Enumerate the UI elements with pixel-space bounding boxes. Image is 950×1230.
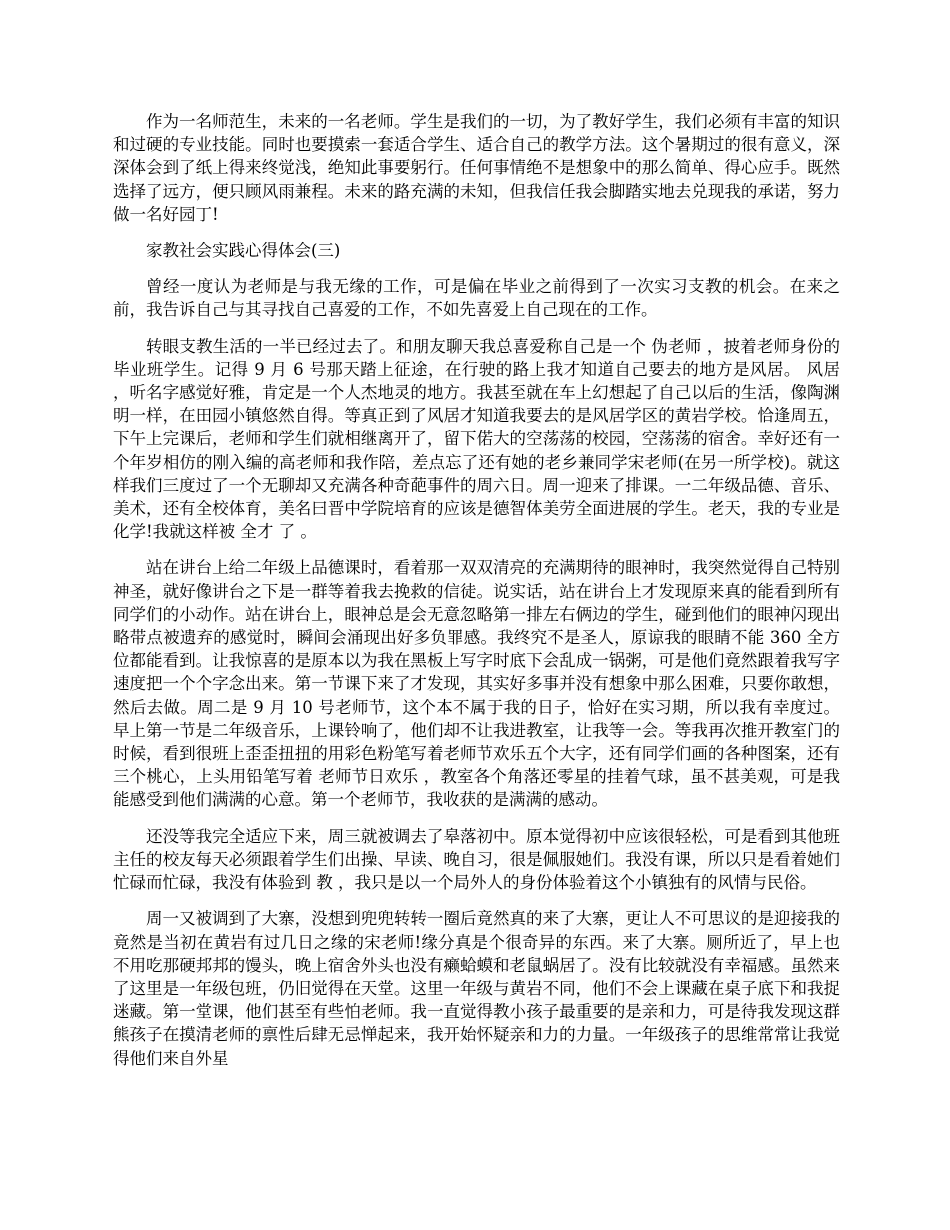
paragraph: 还没等我完全适应下来，周三就被调去了皋落初中。原本觉得初中应该很轻松，可是看到其他班主任的校友每天必须跟着学生们出操、早读、晚自习，很是佩服她们。我没有课，所以只是看着她们忙碌而忙碌，我没有体验到 教 ，我只是以一个局外人的身份体验着这个小镇独有的风情与民俗。 <box>113 826 840 893</box>
paragraph: 作为一名师范生，未来的一名老师。学生是我们的一切，为了教好学生，我们必须有丰富的知识和过硬的专业技能。同时也要摸索一套适合学生、适合自己的教学方法。这个暑期过的很有意义，深深体会到了纸上得来终觉浅，绝知此事要躬行。任何事情绝不是想象中的那么简单、得心应手。既然选择了远方，便只顾风雨兼程。未来的路充满的未知，但我信任我会脚踏实地去兑现我的承诺，努力做一名好园丁! <box>113 112 840 224</box>
paragraph: 周一又被调到了大寨，没想到兜兜转转一圈后竟然真的来了大寨，更让人不可思议的是迎接我的竟然是当初在黄岩有过几日之缘的宋老师!缘分真是个很奇异的东西。来了大寨。厕所近了，早上也不用吃那硬邦邦的馒头，晚上宿舍外头也没有癞蛤蟆和老鼠蜗居了。没有比较就没有幸福感。虽然来了这里是一年级包班，仍旧觉得在天堂。这里一年级与黄岩不同，他们不会上课藏在桌子底下和我捉迷藏。第一堂课，他们甚至有些怕老师。我一直觉得教小孩子最重要的是亲和力，可是待我发现这群熊孩子在摸清老师的禀性后肆无忌惮起来，我开始怀疑亲和力的力量。一年级孩子的思维常常让我觉得他们来自外星 <box>113 909 840 1068</box>
paragraph: 曾经一度认为老师是与我无缘的工作，可是偏在毕业之前得到了一次实习支教的机会。在来之前，我告诉自己与其寻找自己喜爱的工作，不如先喜爱上自己现在的工作。 <box>113 277 840 320</box>
section-heading: 家教社会实践心得体会(三) <box>146 241 341 261</box>
document-body <box>113 110 840 1083</box>
paragraph: 站在讲台上给二年级上品德课时，看着那一双双清亮的充满期待的眼神时，我突然觉得自己特别神圣，就好像讲台之下是一群等着我去挽救的信徒。说实话，站在讲台上才发现原来真的能看到所有同学们的小动作。站在讲台上，眼神总是会无意忽略第一排左右俩边的学生，碰到他们的眼神闪现出略带点被遗弃的感觉时，瞬间会涌现出好多负罪感。我终究不是圣人，原谅我的眼睛不能 360 全方位都能看到。让我惊喜的是原本以为我在黑板上写字时底下会乱成一锅粥，可是他们竟然跟着我写字速度把一个个字念出来。第一节课下来了才发现，其实好多事并没有想象中那么困难，只要你敢想，然后去做。周二是 9 月 10 号老师节，这个本不属于我的日子，恰好在实习期，所以我有幸度过。早上第一节是二年级音乐，上课铃响了，他们却不让我进教室，让我等一会。等我再次推开教室门的时候，看到很班上歪歪扭扭的用彩色粉笔写着老师节欢乐五个大字，还有同学们画的各种图案，还有三个桃心，上头用铅笔写着 老师节日欢乐 ，教室各个角落还零星的挂着气球，虽不甚美观，可是我能感受到他们满满的心意。第一个老师节，我收获的是满满的感动。 <box>113 558 840 810</box>
paragraph: 转眼支教生活的一半已经过去了。和朋友聊天我总喜爱称自己是一个 伪老师 ，披着老师身份的毕业班学生。记得 9 月 6 号那天踏上征途，在行驶的路上我才知道自己要去的地方是风居。 风居 ，听名字感觉好雅，肯定是一个人杰地灵的地方。我甚至就在车上幻想起了自己以后的生活，像陶渊明一样，在田园小镇悠然自得。等真正到了风居才知道我要去的是风居学区的黄岩学校。恰逢周五，下午上完课后，老师和学生们就相继离开了，留下偌大的空荡荡的校园，空荡荡的宿舍。幸好还有一个年岁相仿的刚入编的高老师和我作陪，差点忘了还有她的老乡兼同学宋老师(在另一所学校)。就这样我们三度过了一个无聊却又充满各种奇葩事件的周六日。周一迎来了排课。一二年级品德、音乐、美术，还有全校体育，美名曰晋中学院培育的应该是德智体美劳全面进展的学生。老天，我的专业是化学!我就这样被 全才 了 。 <box>113 336 840 542</box>
